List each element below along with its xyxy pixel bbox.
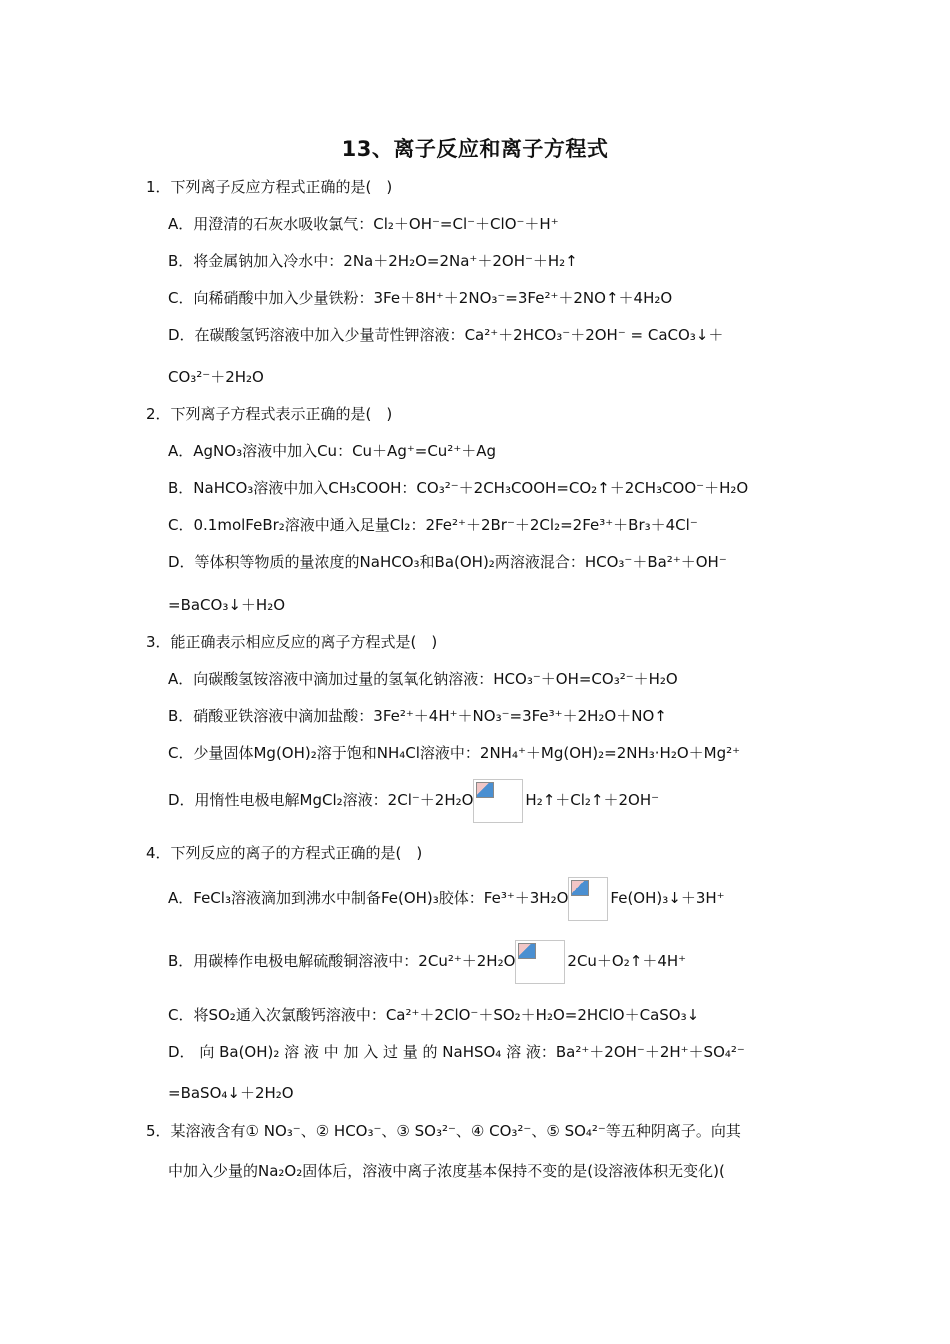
option-label: B．用碳棒作电极电解硫酸铜溶液中： <box>168 952 419 970</box>
page-title: 13、离子反应和离子方程式 <box>341 137 609 161</box>
option-label: A．用澄清的石灰水吸收氯气： <box>168 215 374 233</box>
q1-option-d <box>168 325 723 345</box>
option-label: D．用惰性电极电解MgCl₂溶液： <box>168 791 388 809</box>
option-label: A．向碳酸氢铵溶液中滴加过量的氢氧化钠溶液： <box>168 670 494 688</box>
broken-image-icon <box>515 940 565 984</box>
question-4-stem: 4．下列反应的离子的方程式正确的是( ) <box>146 844 423 862</box>
option-label: A．FeCl₃溶液滴加到沸水中制备Fe(OH)₃胶体： <box>168 889 484 907</box>
q2-option-a <box>168 441 496 461</box>
equation: 3Fe＋8H⁺＋2NO₃⁻=3Fe²⁺＋2NO↑＋4H₂O <box>373 289 673 307</box>
q2-option-b <box>168 478 748 498</box>
option-label: A．AgNO₃溶液中加入Cu： <box>168 442 353 460</box>
question-3-stem: 3．能正确表示相应反应的离子方程式是( ) <box>146 633 438 651</box>
question-5-stem: 5．某溶液含有① NO₃⁻、② HCO₃⁻、③ SO₃²⁻、④ CO₃²⁻、⑤ SO₄²⁻等五种阴离子。向其 <box>146 1122 741 1140</box>
equation-right: H₂↑＋Cl₂↑＋2OH⁻ <box>525 791 660 809</box>
q4-option-d <box>168 1042 745 1062</box>
option-label: C．向稀硝酸中加入少量铁粉： <box>168 289 374 307</box>
equation-left: 2Cu²⁺＋2H₂O <box>418 952 516 970</box>
equation: HCO₃⁻＋Ba²⁺＋OH⁻ <box>584 553 727 571</box>
option-label: B．NaHCO₃溶液中加入CH₃COOH： <box>168 479 417 497</box>
q1-option-d-continued: CO₃²⁻＋2H₂O <box>168 368 264 386</box>
equation: Cu＋Ag⁺=Cu²⁺＋Ag <box>352 442 497 460</box>
q4-option-b <box>168 951 686 972</box>
equation: Ca²⁺＋2HCO₃⁻＋2OH⁻ = CaCO₃↓＋ <box>464 326 724 344</box>
q4-option-c <box>168 1005 699 1025</box>
equation-right: Fe(OH)₃↓＋3H⁺ <box>610 889 725 907</box>
q1-option-a <box>168 214 559 234</box>
q4-option-a <box>168 888 725 909</box>
question-2-stem: 2．下列离子方程式表示正确的是( ) <box>146 405 393 423</box>
equation: 3Fe²⁺＋4H⁺＋NO₃⁻=3Fe³⁺＋2H₂O＋NO↑ <box>373 707 667 725</box>
q3-option-a <box>168 669 678 689</box>
equation: Cl₂＋OH⁻=Cl⁻＋ClO⁻＋H⁺ <box>373 215 559 233</box>
q1-option-c <box>168 288 672 308</box>
equation-left: 2Cl⁻＋2H₂O <box>387 791 474 809</box>
option-label: D． 向 Ba(OH)₂ 溶 液 中 加 入 过 量 的 NaHSO₄ 溶 液： <box>168 1043 556 1061</box>
question-1-stem: 1．下列离子反应方程式正确的是( ) <box>146 178 393 196</box>
equation-left: Fe³⁺＋3H₂O <box>483 889 569 907</box>
q3-option-c <box>168 743 740 763</box>
q3-option-d <box>168 790 659 811</box>
equation: Ca²⁺＋2ClO⁻＋SO₂＋H₂O=2HClO＋CaSO₃↓ <box>385 1006 700 1024</box>
broken-image-icon <box>568 877 608 921</box>
equation: 2NH₄⁺＋Mg(OH)₂=2NH₃·H₂O＋Mg²⁺ <box>479 744 741 762</box>
q2-option-d <box>168 552 727 572</box>
question-5-stem-continued: 中加入少量的Na₂O₂固体后，溶液中离子浓度基本保持不变的是(设溶液体积无变化)( <box>168 1162 725 1180</box>
equation: HCO₃⁻＋OH=CO₃²⁻＋H₂O <box>493 670 678 688</box>
equation-right: 2Cu＋O₂↑＋4H⁺ <box>567 952 687 970</box>
equation: CO₃²⁻＋2CH₃COOH=CO₂↑＋2CH₃COO⁻＋H₂O <box>416 479 749 497</box>
option-label: D．等体积等物质的量浓度的NaHCO₃和Ba(OH)₂两溶液混合： <box>168 553 585 571</box>
q1-option-b <box>168 251 578 271</box>
q4-option-d-continued: =BaSO₄↓＋2H₂O <box>168 1084 294 1102</box>
equation: 2Na＋2H₂O=2Na⁺＋2OH⁻＋H₂↑ <box>343 252 578 270</box>
q3-option-b <box>168 706 667 726</box>
option-label: B．硝酸亚铁溶液中滴加盐酸： <box>168 707 374 725</box>
option-label: D．在碳酸氢钙溶液中加入少量苛性钾溶液： <box>168 326 465 344</box>
option-label: C．少量固体Mg(OH)₂溶于饱和NH₄Cl溶液中： <box>168 744 480 762</box>
option-label: B．将金属钠加入冷水中： <box>168 252 344 270</box>
option-label: C．0.1molFeBr₂溶液中通入足量Cl₂： <box>168 516 426 534</box>
option-label: C．将SO₂通入次氯酸钙溶液中： <box>168 1006 386 1024</box>
q2-option-c <box>168 515 698 535</box>
broken-image-icon <box>473 779 523 823</box>
equation: Ba²⁺＋2OH⁻＋2H⁺＋SO₄²⁻ <box>555 1043 745 1061</box>
q2-option-d-continued: =BaCO₃↓＋H₂O <box>168 596 286 614</box>
equation: 2Fe²⁺＋2Br⁻＋2Cl₂=2Fe³⁺＋Br₃＋4Cl⁻ <box>425 516 698 534</box>
